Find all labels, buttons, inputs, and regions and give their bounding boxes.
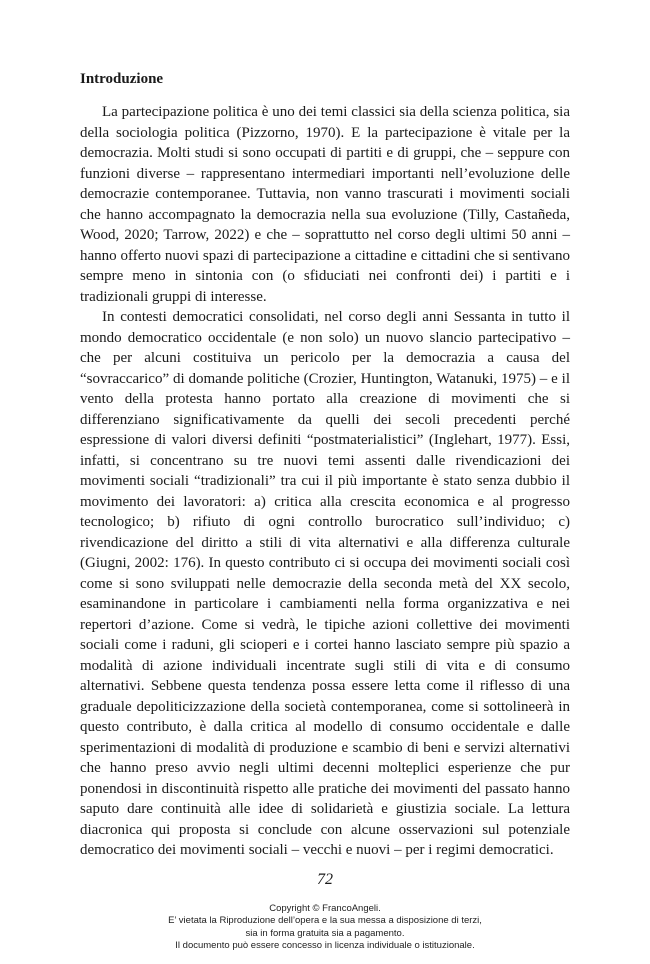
page-number: 72 <box>317 871 333 888</box>
copyright-line: sia in forma gratuita sia a pagamento. <box>245 927 405 939</box>
copyright-line: Copyright © FrancoAngeli. <box>269 903 381 914</box>
section-heading: Introduzione <box>80 71 164 87</box>
paragraph: In contesti democratici consolidati, nel corso degli anni Sessanta in tutto il mondo democratico occidentale (e non solo) un nuovo slancio partecipativo – che per alcuni costituiva un pericolo per la democrazia a causa del “sovraccarico” di domande politiche (Crozier, Huntington, Watanuki, 1975) – e il vento della protesta hanno portato alla creazione di movimenti che si differenziano significativamente da quelli dei secoli precedenti perché espressione di valori diversi definiti “postmaterialistici” (Inglehart, 1977). Essi, infatti, si concentrano su tre nuovi temi assenti dalle rivendicazioni dei movimenti sociali “tradizionali” tra cui il più importante è stato senza dubbio il movimento dei lavoratori: a) critica alla crescita economica e al progresso tecnologico; b) rifiuto di ogni controllo burocratico sull’individuo; c) rivendicazione del diritto a stili di vita alternativi e alla differenza culturale (Giugni, 2002: 176). In questo contributo ci si occupa dei movimenti sociali così come si sono sviluppati nelle democrazie della seconda metà del XX secolo, esaminandone in particolare i cambiamenti nella forma organizzativa e nei repertori d’azione. Come si vedrà, le tipiche azioni collettive dei movimenti sociali come i raduni, gli scioperi e i cortei hanno lasciato sempre più spazio a modalità di azione individuali incentrate sugli stili di vita e di consumo alternativi. Sebbene questa tendenza possa essere letta come il riflesso di una graduale depoliticizzazione della società contemporanea, come si sottolineerà in questo contributo, è dalla critica al modello di consumo occidentale e dalle sperimentazioni di modalità di produzione e scambio di beni e servizi alternativi che hanno preso avvio negli ultimi decenni molteplici esperienze che pur ponendosi in discontinuità rispetto alle pratiche dei movimenti del passato hanno saputo dare continuità alle idee di solidarietà e giustizia sociale. La lettura diacronica qui proposta si conclude con alcune osservazioni sul potenziale democratico dei movimenti sociali – vecchi e nuovi – per i regimi democratici. <box>80 309 570 858</box>
copyright-line: E’ vietata la Riproduzione dell’opera e la sua messa a disposizione di terzi, <box>168 915 482 927</box>
copyright-line: Il documento può essere concesso in licenza individuale o istituzionale. <box>175 940 475 952</box>
paragraph: La partecipazione politica è uno dei temi classici sia della scienza politica, sia della sociologia politica (Pizzorno, 1970). E la partecipazione è vitale per la democrazia. Molti studi si sono occupati di partiti e di gruppi, che – seppure con funzioni diverse – rappresentano intermediari importanti nell’evoluzione delle democrazie contemporanee. Tuttavia, non vanno trascurati i movimenti sociali che hanno accompagnato la democrazia nella sua evoluzione (Tilly, Castañeda, Wood, 2020; Tarrow, 2022) e che – soprattutto nel corso degli ultimi 50 anni – hanno offerto nuovi spazi di partecipazione a cittadine e cittadini che si sentivano sempre meno in sintonia con (o sfiduciati nei confronti dei) i partiti e i tradizionali gruppi di interesse. <box>80 104 570 305</box>
copyright-notice <box>0 903 650 953</box>
body-text <box>80 102 570 861</box>
